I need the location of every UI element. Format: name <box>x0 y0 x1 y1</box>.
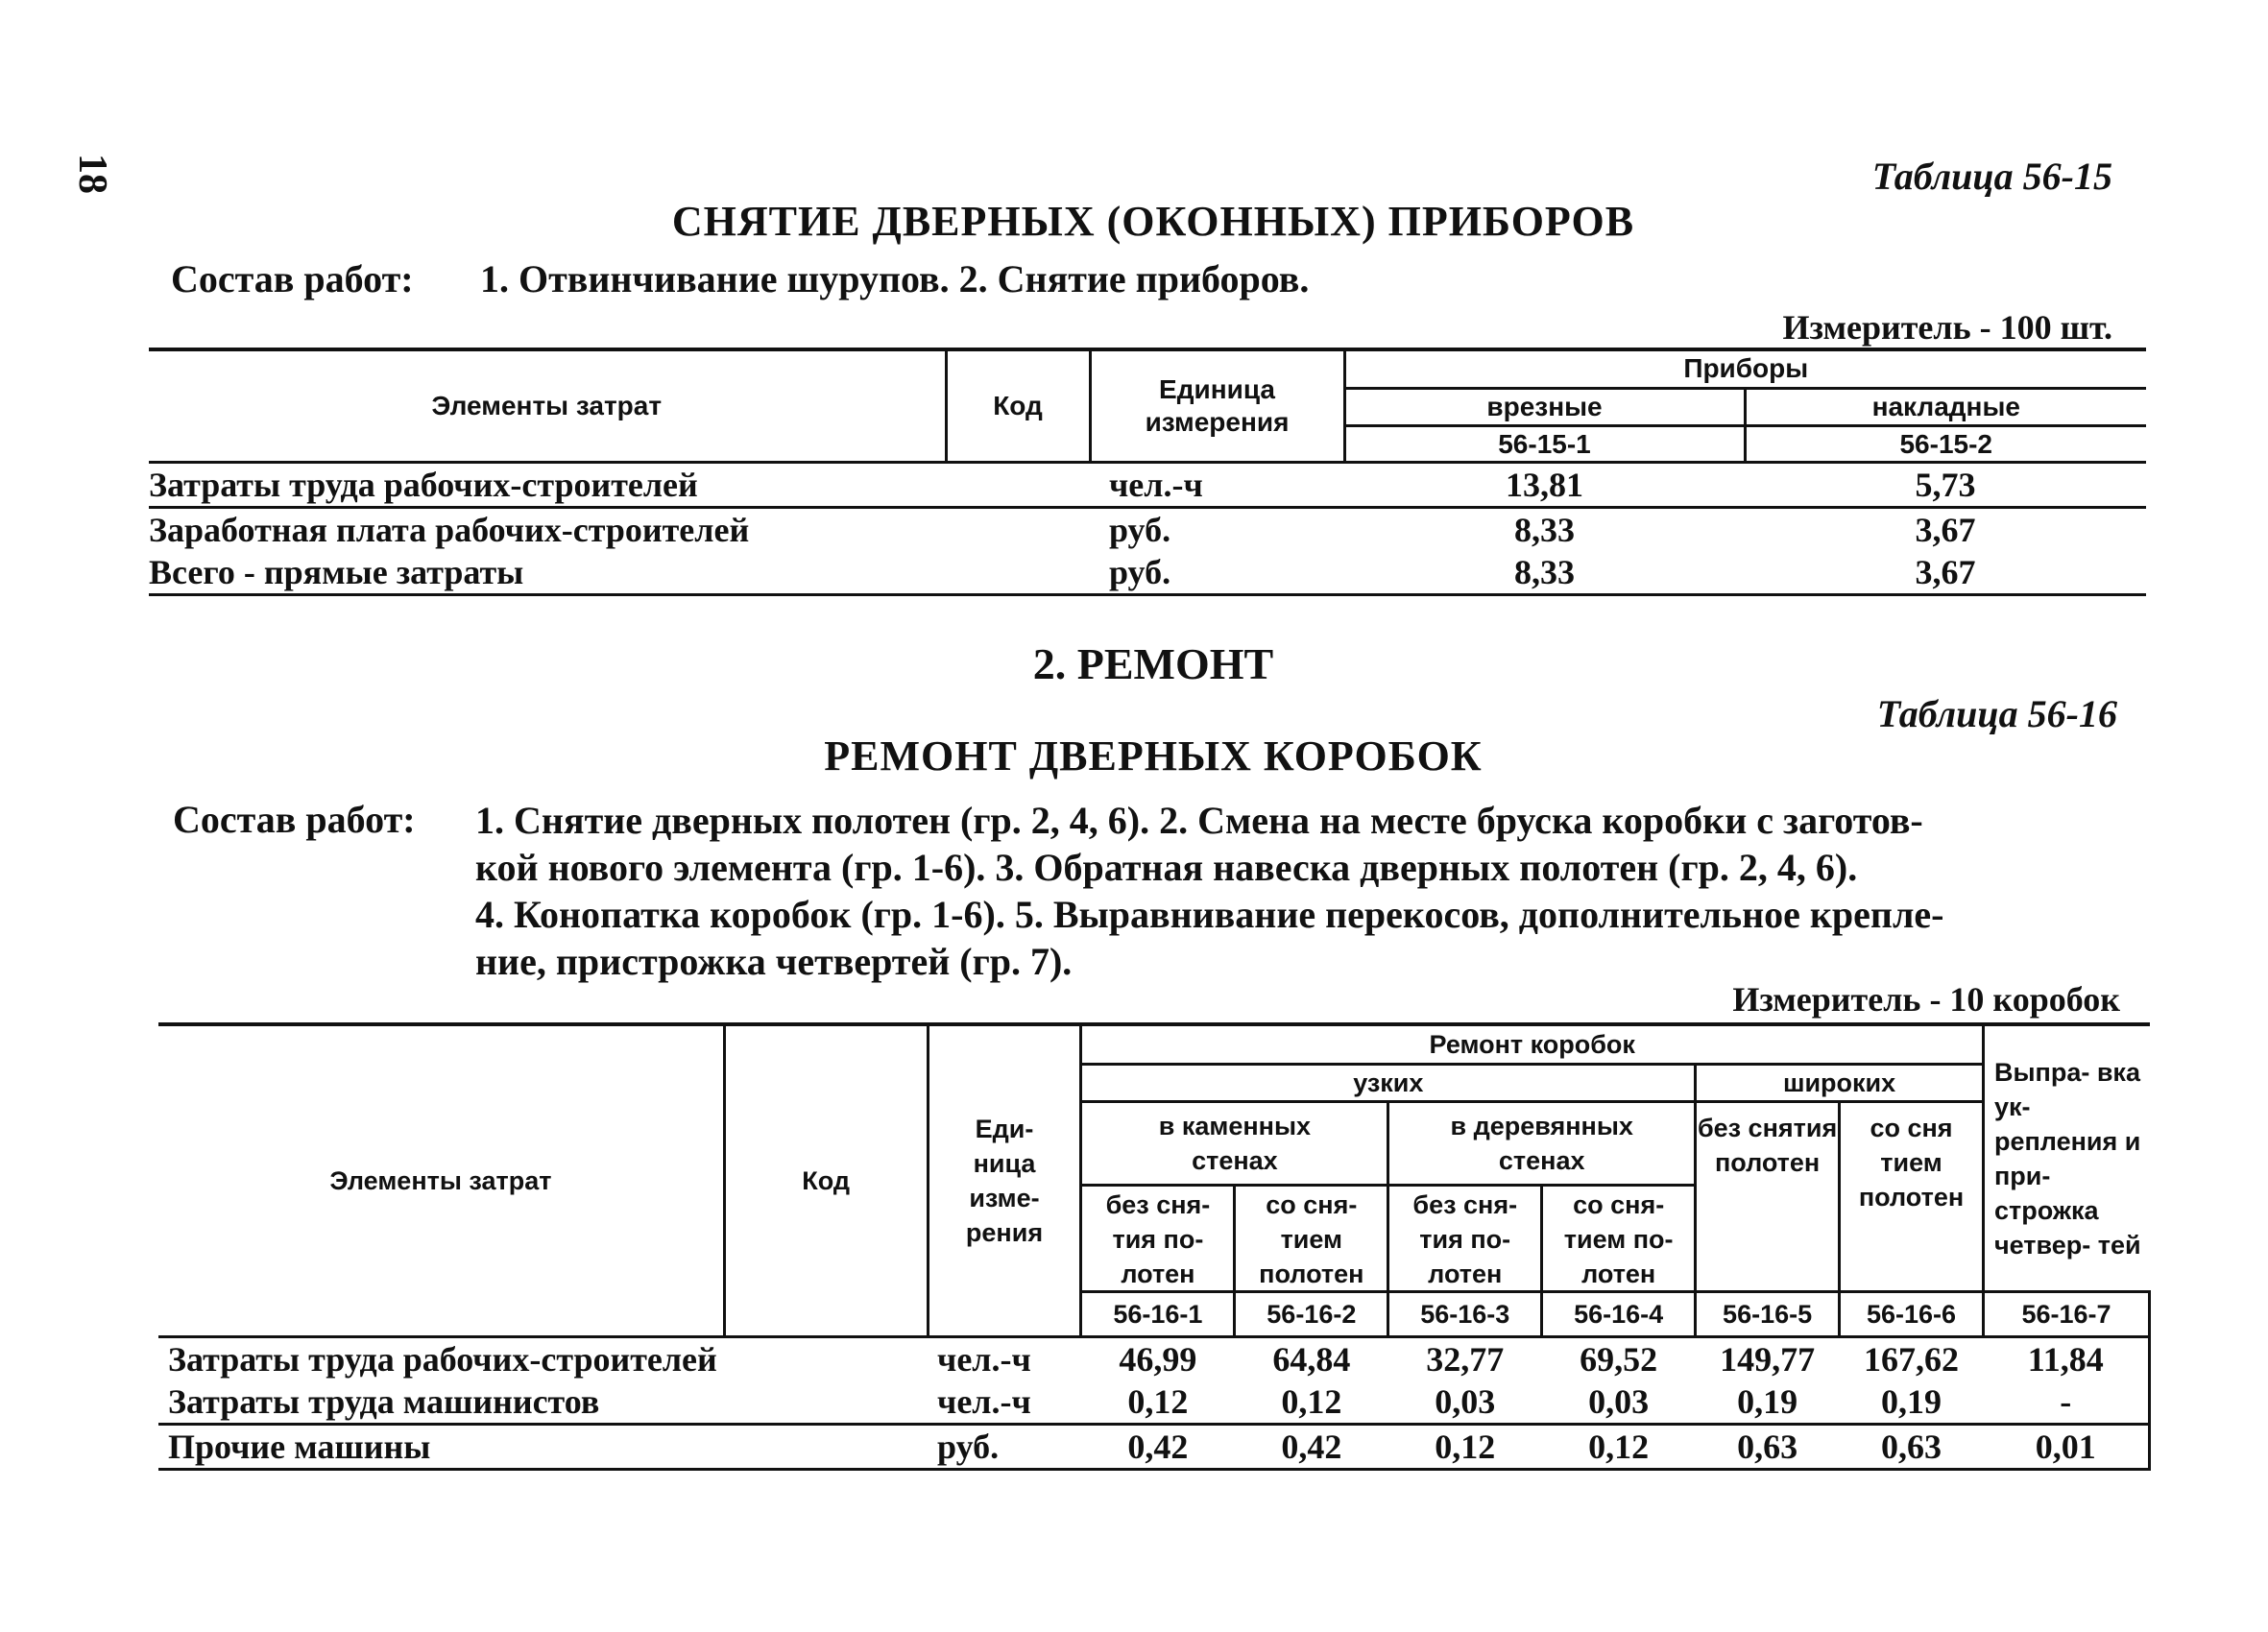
t1-row3-v1: 8,33 <box>1344 551 1745 595</box>
t1-header-col1: врезные <box>1344 388 1745 426</box>
table-row <box>149 551 2146 595</box>
t1-row1-name: Затраты труда рабочих-строителей <box>149 466 698 504</box>
t1-row2-name: Заработная плата рабочих-строителей <box>149 508 946 552</box>
t2-row1-unit: чел.-ч <box>937 1340 1031 1379</box>
table-row <box>149 463 2146 508</box>
table1-label: Таблица 56-15 <box>1871 155 2112 198</box>
t1-row3-name: Всего - прямые затраты <box>149 551 946 595</box>
t2-code-3: 56-16-3 <box>1388 1292 1542 1337</box>
table2-works-text <box>475 797 1944 985</box>
t2-row2-unit: чел.-ч <box>937 1382 1031 1421</box>
t2-row3-unit: руб. <box>928 1425 1081 1470</box>
t2-header-code: Код <box>724 1024 928 1337</box>
t2-header-unit: Еди- ница изме- рения <box>928 1024 1081 1337</box>
table1-title: СНЯТИЕ ДВЕРНЫХ (ОКОННЫХ) ПРИБОРОВ <box>671 198 1635 245</box>
t2-header-align: Выпра- вка ук- репления и при- строжка четвер- тей <box>1983 1024 2149 1292</box>
t1-row3-v2: 3,67 <box>1745 551 2146 595</box>
t2-row3-v4: 0,12 <box>1542 1425 1696 1470</box>
t2-header-repair: Ремонт коробок <box>1081 1024 1983 1065</box>
t2-header-stone-wo: без сня- тия по- лотен <box>1081 1185 1235 1292</box>
t2-code-2: 56-16-2 <box>1235 1292 1388 1337</box>
t2-header-wood: в деревянных стенах <box>1388 1102 1696 1186</box>
t2-code-1: 56-16-1 <box>1081 1292 1235 1337</box>
t2-row1-v5: 149,77 <box>1720 1340 1816 1379</box>
t1-header-unit: Единица измерения <box>1090 349 1344 463</box>
table-row <box>158 1380 2150 1425</box>
t2-row1-v1: 46,99 <box>1119 1340 1197 1379</box>
t2-row3-v7: 0,01 <box>1983 1425 2149 1470</box>
t2-row2-v2: 0,12 <box>1281 1382 1342 1421</box>
table2-label: Таблица 56-16 <box>1876 692 2117 735</box>
t2-row1-v7: 11,84 <box>1983 1337 2149 1381</box>
t2-row3-name: Прочие машины <box>158 1425 724 1470</box>
t2-row1-v3: 32,77 <box>1426 1340 1505 1379</box>
t1-header-group: Приборы <box>1344 349 2146 388</box>
t1-header-elements: Элементы затрат <box>149 349 946 463</box>
table-56-15 <box>149 348 2146 596</box>
t2-row2-v6: 0,19 <box>1881 1382 1942 1421</box>
t2-header-wood-w: со сня- тием по- лотен <box>1542 1185 1696 1292</box>
table1-works-text: 1. Отвинчивание шурупов. 2. Снятие приборов. <box>480 257 1310 300</box>
t1-header-col2: накладные <box>1745 388 2146 426</box>
t2-row1-v6: 167,62 <box>1864 1340 1959 1379</box>
table1-works-label: Состав работ: <box>171 257 414 300</box>
t1-row2-v1: 8,33 <box>1344 508 1745 552</box>
table-56-16 <box>158 1022 2151 1471</box>
t1-row1-v2: 5,73 <box>1915 466 1976 504</box>
t2-row3-v2: 0,42 <box>1235 1425 1388 1470</box>
table2-works-label: Состав работ: <box>173 798 416 841</box>
table1-measure: Измеритель - 100 шт. <box>1782 308 2112 347</box>
t2-header-narrow: узких <box>1081 1065 1696 1102</box>
t2-row3-v5: 0,63 <box>1696 1425 1840 1470</box>
t1-row2-unit: руб. <box>1090 508 1344 552</box>
t1-header-code: Код <box>946 349 1090 463</box>
t1-code2: 56-15-2 <box>1745 426 2146 463</box>
t2-row1-v4: 69,52 <box>1580 1340 1658 1379</box>
t2-row3-v6: 0,63 <box>1840 1425 1984 1470</box>
t1-row2-v2: 3,67 <box>1745 508 2146 552</box>
t2-row1-name: Затраты труда рабочих-строителей <box>168 1340 717 1379</box>
t2-code-7: 56-16-7 <box>1983 1292 2149 1337</box>
t1-code1: 56-15-1 <box>1344 426 1745 463</box>
t2-code-4: 56-16-4 <box>1542 1292 1696 1337</box>
t2-header-stone: в каменных стенах <box>1081 1102 1388 1186</box>
works-line: ние, пристрожка четвертей (гр. 7). <box>475 940 1073 983</box>
t2-header-wide: широких <box>1696 1065 1984 1102</box>
t2-header-wide-wo: без снятия полотен <box>1696 1102 1840 1292</box>
table2-title: РЕМОНТ ДВЕРНЫХ КОРОБОК <box>824 732 1483 780</box>
t2-code-6: 56-16-6 <box>1840 1292 1984 1337</box>
page-number: 18 <box>70 154 114 194</box>
works-line: 1. Снятие дверных полотен (гр. 2, 4, 6). 2. Смена на месте бруска коробки с заготов- <box>475 799 1923 842</box>
t2-header-elements: Элементы затрат <box>158 1024 724 1337</box>
t2-row2-v3: 0,03 <box>1435 1382 1496 1421</box>
t2-row2-v7: - <box>1983 1380 2149 1425</box>
t2-row2-v4: 0,03 <box>1588 1382 1650 1421</box>
t2-row1-v2: 64,84 <box>1272 1340 1351 1379</box>
t2-header-stone-w: со сня- тием полотен <box>1235 1185 1388 1292</box>
t2-row3-v3: 0,12 <box>1388 1425 1542 1470</box>
table-row <box>158 1425 2150 1470</box>
works-line: кой нового элемента (гр. 1-6). 3. Обратная навеска дверных полотен (гр. 2, 4, 6). <box>475 846 1858 889</box>
t2-code-5: 56-16-5 <box>1696 1292 1840 1337</box>
t1-row3-unit: руб. <box>1090 551 1344 595</box>
table-row <box>149 508 2146 552</box>
t2-header-wood-wo: без сня- тия по- лотен <box>1388 1185 1542 1292</box>
works-line: 4. Конопатка коробок (гр. 1-6). 5. Выравнивание перекосов, дополнительное крепле- <box>475 893 1944 936</box>
table2-measure: Измеритель - 10 коробок <box>1732 980 2120 1019</box>
t1-row1-v1: 13,81 <box>1506 466 1583 504</box>
t2-row2-v1: 0,12 <box>1127 1382 1189 1421</box>
t2-row3-v1: 0,42 <box>1081 1425 1235 1470</box>
t2-row2-name: Затраты труда машинистов <box>168 1382 600 1421</box>
t2-header-wide-w: со сня тием полотен <box>1840 1102 1984 1292</box>
t2-row2-v5: 0,19 <box>1737 1382 1798 1421</box>
table-row <box>158 1337 2150 1381</box>
section-title: 2. РЕМОНТ <box>1032 639 1274 688</box>
t1-row1-unit: чел.-ч <box>1109 466 1203 504</box>
